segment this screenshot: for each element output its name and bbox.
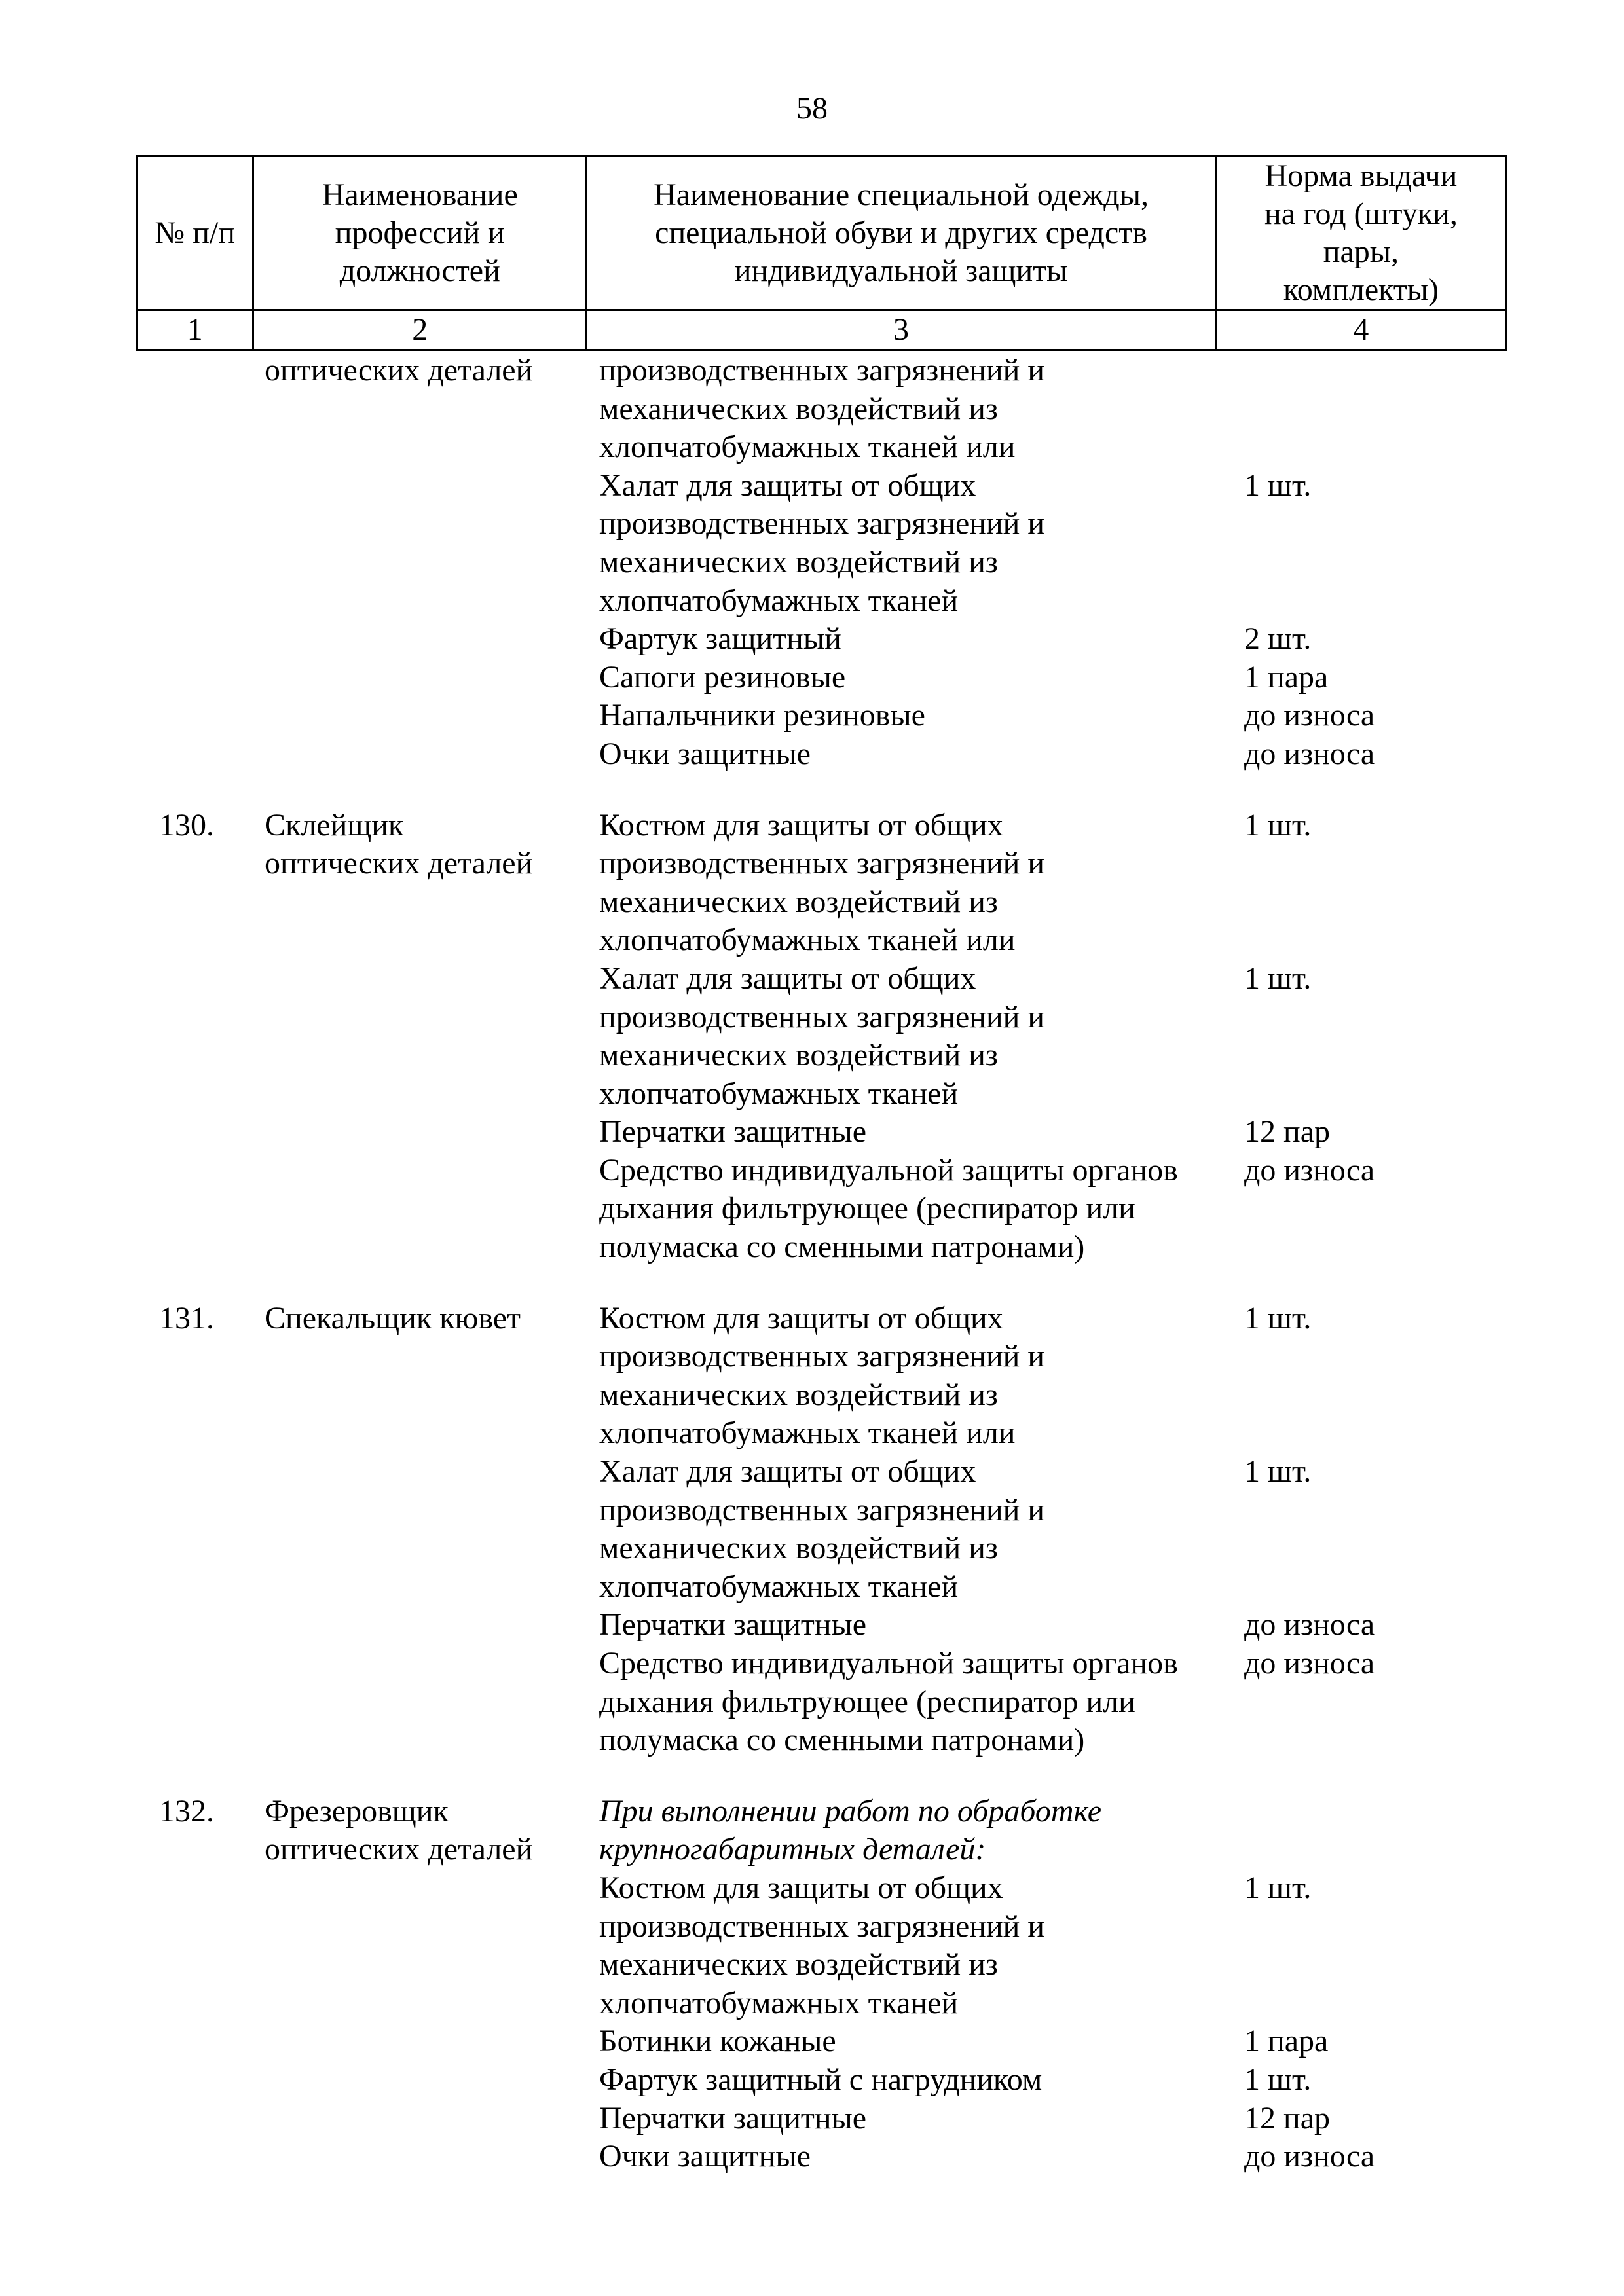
equipment-item [599, 1453, 1507, 1606]
profession-name [265, 1300, 599, 1760]
equipment-line: полумаска со сменными патронами) [599, 1230, 1085, 1265]
equipment-line: хлопчатобумажных тканей [599, 1569, 959, 1604]
row-number: 130. [159, 807, 214, 843]
issue-norm: 1 шт. [1244, 2062, 1312, 2097]
equipment-line: Фартук защитный [599, 621, 841, 657]
equipment-line: Напальчники резиновые [599, 698, 925, 733]
equipment-line: Ботинки кожаные [599, 2024, 836, 2059]
equipment-item [599, 352, 1507, 467]
equipment-line: Перчатки защитные [599, 1607, 867, 1643]
table-row [136, 352, 1507, 774]
equipment-line: производственных загрязнений и [599, 1339, 1045, 1374]
issue-norm: 1 пара [1244, 659, 1329, 695]
equipment-line: Средство индивидуальной защиты органов [599, 1152, 1178, 1188]
equipment-name [599, 1606, 1244, 1645]
column-number: 3 [587, 310, 1216, 350]
table-header [136, 155, 1507, 351]
equipment-line: Костюм для защиты от общих [599, 1870, 1003, 1905]
equipment-line: Фартук защитный с нагрудником [599, 2062, 1043, 2097]
equipment-line: крупногабаритных деталей: [599, 1832, 986, 1867]
header-text: должностей [339, 253, 500, 288]
equipment-item [599, 1606, 1507, 1645]
issue-norm: 1 пара [1244, 2024, 1329, 2059]
equipment-name [599, 1645, 1244, 1760]
equipment-line: хлопчатобумажных тканей [599, 583, 959, 618]
equipment-item [599, 1300, 1507, 1453]
equipment-item [599, 467, 1507, 620]
header-text: индивидуальной защиты [734, 253, 1068, 288]
equipment-line: механических воздействий из [599, 1947, 998, 1982]
equipment-line: Халат для защиты от общих [599, 1454, 976, 1489]
issue-norm: 12 пар [1244, 1114, 1330, 1150]
equipment-line: Перчатки защитные [599, 1114, 867, 1150]
issue-norm: до износа [1244, 2139, 1375, 2174]
equipment-list [599, 1300, 1507, 1760]
profession-name [265, 807, 599, 1267]
table-row [136, 807, 1507, 1267]
equipment-line: производственных загрязнений и [599, 506, 1045, 541]
equipment-list [599, 352, 1507, 774]
issue-norm: до износа [1244, 736, 1375, 771]
equipment-name [599, 960, 1244, 1113]
equipment-name [599, 735, 1244, 774]
equipment-item [599, 735, 1507, 774]
profession-line: Фрезеровщик [265, 1793, 449, 1829]
page-number: 58 [796, 91, 828, 126]
equipment-name [599, 620, 1244, 659]
profession-name [265, 352, 599, 774]
profession-name [265, 1793, 599, 2176]
header-norm [1215, 156, 1506, 310]
issue-norm: 12 пар [1244, 2100, 1330, 2136]
equipment-item [599, 620, 1507, 659]
equipment-name [599, 2022, 1244, 2061]
table-row [136, 1300, 1507, 1760]
equipment-name [599, 1793, 1244, 1869]
issue-norm: до износа [1244, 698, 1375, 733]
profession-line: оптических деталей [265, 846, 533, 881]
equipment-line: механических воздействий из [599, 544, 998, 579]
equipment-line: Костюм для защиты от общих [599, 807, 1003, 843]
equipment-line: дыхания фильтрующее (респиратор или [599, 1684, 1135, 1719]
equipment-item [599, 659, 1507, 697]
equipment-line: хлопчатобумажных тканей или [599, 1415, 1016, 1451]
equipment-line: Халат для защиты от общих [599, 467, 976, 503]
header-text: профессий и [335, 215, 505, 250]
equipment-line: механических воздействий из [599, 884, 998, 919]
equipment-name [599, 1152, 1244, 1267]
header-text: комплекты) [1283, 272, 1439, 307]
header-number: № п/п [137, 156, 253, 310]
header-text: на год (штуки, [1264, 196, 1458, 231]
issue-norm: 1 шт. [1244, 1454, 1312, 1489]
issue-norm: 1 шт. [1244, 467, 1312, 503]
issue-norm: 2 шт. [1244, 621, 1312, 657]
equipment-line: дыхания фильтрующее (респиратор или [599, 1191, 1135, 1226]
header-text: специальной обуви и других средств [655, 215, 1147, 250]
equipment-line: механических воздействий из [599, 391, 998, 426]
equipment-name [599, 2061, 1244, 2100]
equipment-item [599, 2022, 1507, 2061]
row-number: 132. [159, 1793, 214, 1829]
equipment-name [599, 352, 1244, 467]
table-body [136, 352, 1507, 2209]
equipment-item [599, 2061, 1507, 2100]
equipment-line: хлопчатобумажных тканей или [599, 429, 1016, 465]
issue-norm: 1 шт. [1244, 960, 1312, 996]
equipment-item [599, 1869, 1507, 2022]
equipment-line: производственных загрязнений и [599, 353, 1045, 388]
equipment-name [599, 2100, 1244, 2138]
header-profession [253, 156, 587, 310]
table-row [136, 1793, 1507, 2176]
row-number [136, 352, 265, 774]
equipment-line: Халат для защиты от общих [599, 960, 976, 996]
equipment-item [599, 2138, 1507, 2176]
equipment-name [599, 1113, 1244, 1152]
equipment-item [599, 2100, 1507, 2138]
equipment-line: Средство индивидуальной защиты органов [599, 1646, 1178, 1681]
equipment-list [599, 1793, 1507, 2176]
profession-line: Склейщик [265, 807, 404, 843]
issue-norm: до износа [1244, 1646, 1375, 1681]
equipment-item [599, 960, 1507, 1113]
equipment-line: механических воздействий из [599, 1377, 998, 1412]
column-number: 1 [137, 310, 253, 350]
issue-norm: 1 шт. [1244, 1300, 1312, 1336]
equipment-line: Костюм для защиты от общих [599, 1300, 1003, 1336]
equipment-line: производственных загрязнений и [599, 999, 1045, 1034]
equipment-line: производственных загрязнений и [599, 1492, 1045, 1527]
header-text: Наименование специальной одежды, [654, 177, 1149, 212]
issue-norm: 1 шт. [1244, 807, 1312, 843]
equipment-name [599, 2138, 1244, 2176]
header-equipment [587, 156, 1216, 310]
equipment-name [599, 1300, 1244, 1453]
column-number: 2 [253, 310, 587, 350]
equipment-line: производственных загрязнений и [599, 846, 1045, 881]
equipment-item [599, 1113, 1507, 1152]
equipment-name [599, 697, 1244, 735]
equipment-line: механических воздействий из [599, 1531, 998, 1566]
column-number: 4 [1215, 310, 1506, 350]
equipment-item [599, 807, 1507, 960]
equipment-item [599, 1793, 1507, 1869]
equipment-line: При выполнении работ по обработке [599, 1793, 1102, 1829]
equipment-line: Очки защитные [599, 2139, 811, 2174]
issue-norm [1244, 1793, 1507, 1869]
profession-line: оптических деталей [265, 353, 533, 388]
issue-norm [1244, 352, 1507, 467]
profession-line: Спекальщик кювет [265, 1300, 521, 1336]
issue-norm: до износа [1244, 1152, 1375, 1188]
header-text: пары, [1323, 234, 1399, 269]
equipment-line: хлопчатобумажных тканей [599, 1076, 959, 1111]
equipment-line: производственных загрязнений и [599, 1908, 1045, 1944]
equipment-line: Сапоги резиновые [599, 659, 846, 695]
equipment-name [599, 1869, 1244, 2022]
equipment-line: механических воздействий из [599, 1038, 998, 1073]
equipment-item [599, 1645, 1507, 1760]
equipment-list [599, 807, 1507, 1267]
equipment-item [599, 697, 1507, 735]
issue-norm: 1 шт. [1244, 1870, 1312, 1905]
equipment-line: полумаска со сменными патронами) [599, 1722, 1085, 1758]
row-number: 131. [159, 1300, 214, 1336]
equipment-name [599, 467, 1244, 620]
equipment-line: хлопчатобумажных тканей или [599, 922, 1016, 958]
header-text: Наименование [322, 177, 518, 212]
equipment-line: Перчатки защитные [599, 2100, 867, 2136]
equipment-line: Очки защитные [599, 736, 811, 771]
profession-line: оптических деталей [265, 1832, 533, 1867]
header-text: Норма выдачи [1264, 158, 1458, 193]
equipment-name [599, 659, 1244, 697]
equipment-name [599, 1453, 1244, 1606]
equipment-name [599, 807, 1244, 960]
equipment-line: хлопчатобумажных тканей [599, 1985, 959, 2020]
equipment-item [599, 1152, 1507, 1267]
issue-norm: до износа [1244, 1607, 1375, 1643]
